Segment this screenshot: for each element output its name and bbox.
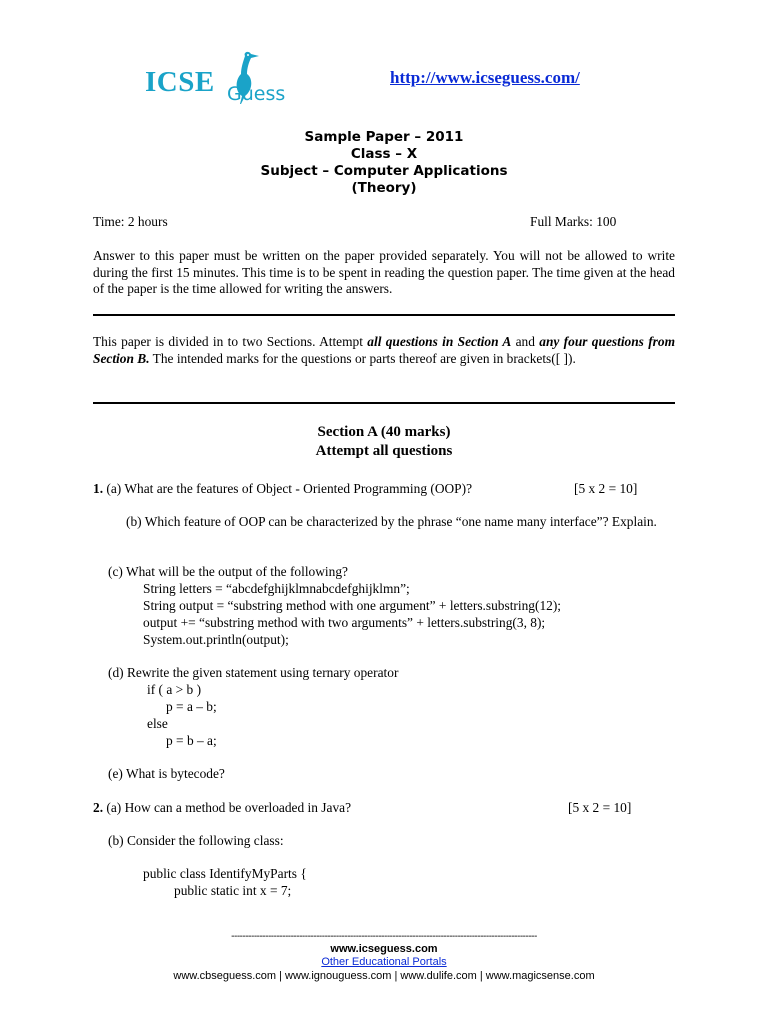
- q1-number: 1.: [93, 481, 104, 496]
- section-a-heading: Section A (40 marks): [317, 424, 451, 440]
- time-allowed: Time: 2 hours: [93, 214, 168, 229]
- footer-site: www.icseguess.com: [330, 943, 438, 956]
- footer-portals: www.cbseguess.com | www.ignouguess.com | www.dulife.com | www.magicsense.com: [173, 969, 595, 982]
- q2-a-text: (a) How can a method be overloaded in Java?: [103, 800, 352, 815]
- division-paragraph: [93, 334, 675, 367]
- q2-number: 2.: [93, 800, 104, 815]
- title-line-4: (Theory): [351, 180, 417, 196]
- q2-part-a: [93, 800, 351, 816]
- q1-part-b: (b) Which feature of OOP can be characterized by the phrase “one name many interface”? Explain.: [126, 514, 657, 529]
- division-text-1: This paper is divided in to two Sections. Attempt: [93, 334, 368, 349]
- title-line-3: Subject – Computer Applications: [260, 163, 508, 179]
- title-line-2: Class – X: [350, 146, 418, 162]
- code-line: String output = “substring method with one argument” + letters.substring(12);: [143, 598, 562, 613]
- q1-a-text: (a) What are the features of Object - Oriented Programming (OOP)?: [103, 481, 473, 496]
- title-line-1: Sample Paper – 2011: [304, 129, 464, 145]
- footer: [0, 930, 768, 983]
- q1-part-a: [93, 481, 472, 497]
- logo-sub-text: Guess: [227, 83, 286, 105]
- section-a-subheading: Attempt all questions: [315, 443, 453, 459]
- code-line: System.out.println(output);: [143, 632, 289, 647]
- q1-part-c: (c) What will be the output of the following?: [108, 564, 348, 579]
- q1-part-d: (d) Rewrite the given statement using ternary operator: [108, 665, 399, 680]
- site-url-link[interactable]: http://www.icseguess.com/: [390, 68, 580, 87]
- code-line: p = b – a;: [166, 733, 217, 748]
- q2-part-b: (b) Consider the following class:: [108, 833, 284, 848]
- full-marks: Full Marks: 100: [530, 214, 617, 229]
- q1-marks: [5 x 2 = 10]: [574, 481, 638, 496]
- footer-other-portals-link[interactable]: Other Educational Portals: [321, 956, 447, 969]
- division-text-3: The intended marks for the questions or parts thereof are given in brackets([ ]).: [149, 350, 576, 366]
- q1-part-e: (e) What is bytecode?: [108, 766, 225, 781]
- instructions-paragraph: Answer to this paper must be written on the paper provided separately. You will not be allowed to write during the first 15 minutes. This time is to be spent in reading the question paper. The time given at the head of the paper is the time allowed for writing the answers.: [93, 248, 675, 296]
- division-emphasis-1: all questions in Section A: [367, 334, 512, 349]
- footer-dashes: ------------------------------------------------------------------------------------------------------------: [231, 931, 537, 942]
- code-line: public static int x = 7;: [174, 883, 292, 898]
- code-line: p = a – b;: [166, 699, 217, 714]
- code-line: public class IdentifyMyParts {: [143, 866, 307, 881]
- q2-marks: [5 x 2 = 10]: [568, 800, 632, 815]
- code-line: else: [147, 716, 168, 731]
- code-line: output += “substring method with two arguments” + letters.substring(3, 8);: [143, 615, 546, 630]
- divider: [93, 402, 675, 404]
- division-emphasis-2: any four questions from Section B.: [93, 334, 675, 366]
- division-text-2: and: [511, 334, 540, 349]
- divider: [93, 314, 675, 316]
- logo-main-text: ICSE: [145, 66, 215, 98]
- code-line: String letters = “abcdefghijklmnabcdefghijklmn”;: [143, 581, 410, 596]
- code-line: if ( a > b ): [147, 682, 202, 697]
